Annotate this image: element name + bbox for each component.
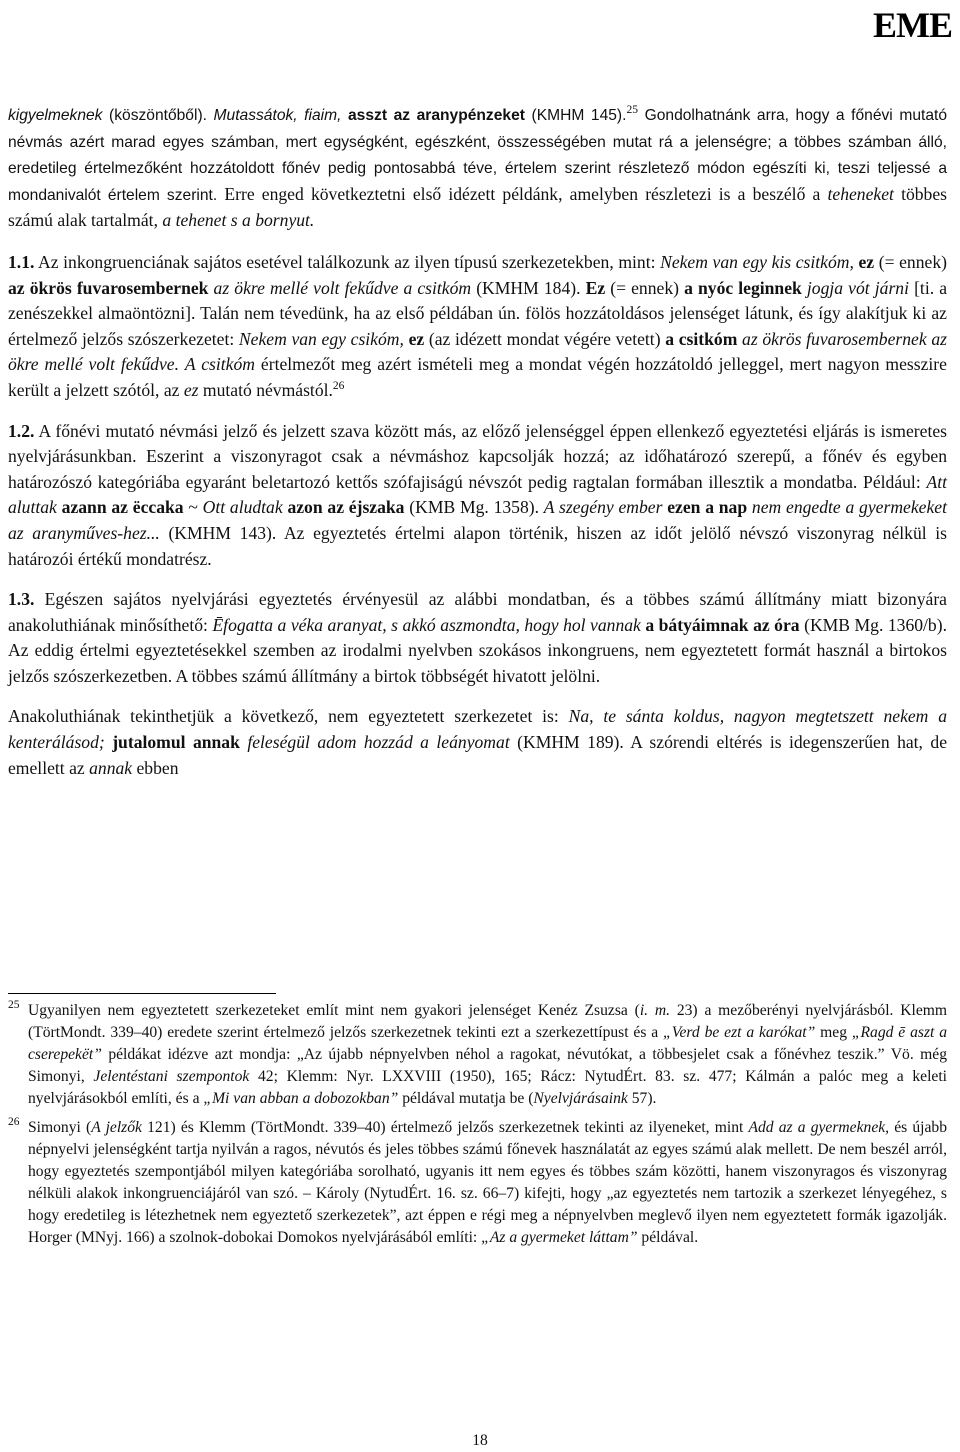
footnote-26 — [8, 1117, 947, 1249]
paragraph-1-1 — [8, 250, 947, 404]
paragraph-anacoluthon — [8, 704, 947, 781]
text-segment: annak — [89, 757, 133, 778]
text-segment: Na, te sánta koldus, nagyon megtetszett nekem a kenterálásod; — [8, 706, 947, 753]
text-segment: asszt az aranypénzeket — [341, 107, 525, 124]
text-segment: „Ragd ē aszt a cserepekët” — [28, 1024, 947, 1063]
text-segment: jutalomul annak — [104, 732, 240, 753]
footnote-divider — [8, 993, 276, 994]
section-number: 1.2. — [8, 420, 35, 441]
text-segment: Att aluttak — [8, 471, 947, 518]
text-segment: azon az éjszaka — [282, 497, 405, 518]
text-segment: „Mi van abban a dobozokban” — [203, 1090, 399, 1107]
footnote-number: 26 — [8, 1116, 20, 1128]
text-segment: Az inkongruenciának sajátos esetével találkozunk az ilyen típusú szerkezetekben, mint: — [34, 251, 661, 272]
text-segment: A főnévi mutató névmási jelző és jelzett szava között más, az előző jelenséggel éppen ellenkező egyeztetési eljárás is ismeretes nyelvjárásunkban. Eszerint a viszonyragot csak a névmáshoz kapcsolják hozzá; az időhatározó szerepű, a főnév és egyben határozószó kategóriába egyaránt beletartozó kettős szófajiságú névszót pedig ragtalan formában illesztik a mondatba. Például: — [8, 420, 947, 492]
text-segment: többes számú alak tartalmát, — [8, 183, 948, 231]
text-segment: (KMHM 184). — [471, 277, 586, 298]
text-segment: a tehenet s a bornyut. — [162, 210, 315, 231]
paragraph-1-2 — [8, 419, 947, 573]
text-segment: A csitkóm — [184, 354, 255, 375]
text-segment: (KMB Mg. 1358). — [404, 497, 544, 518]
text-segment: példával mutatja be ( — [398, 1090, 534, 1107]
text-segment: példával. — [637, 1229, 699, 1246]
text-segment: Mutassátok, fiaim, — [213, 107, 342, 124]
text-segment: kigyelmeknek — [8, 107, 103, 124]
text-segment: az ökrös fuvarosembernek — [8, 277, 209, 298]
text-segment: Gondolhatnánk arra, hogy a főnévi mutató névmás azért marad egyes számban, mert egységként, egészként, összességében mutat rá a jelenségre; a többes számban álló, eredetileg értelmezőként hozzátoldott főnév pedig pontosabbá téve, értelem szerint részletező módon egészíti ki, teszi teljessé a mondanivalót értelem szerint. — [8, 107, 948, 204]
main-text — [8, 102, 947, 796]
text-segment: 57). — [627, 1090, 657, 1107]
text-segment: Nekem van egy kis csitkóm, — [660, 251, 854, 272]
footnote-ref-26[interactable]: 26 — [332, 380, 345, 393]
text-segment: Simonyi ( — [28, 1119, 92, 1136]
text-segment: (= ennek) — [874, 251, 947, 272]
text-segment: i. m. — [639, 1002, 671, 1019]
text-segment: Anakoluthiának tekinthetjük a következő, nem egyeztetett szerkezetet is: — [8, 706, 569, 727]
text-segment: mutató névmástól. — [198, 379, 333, 400]
text-segment: (KMB Mg. 1360/b). Az eddig értelmi egyeztetésekkel szemben az irodalmi nyelvben szokásos inkongruens, nem egyeztetett formát használ a birtokos jelzős szószerkezetben. A többes számú állítmány a birtok többségét hivatott jelölni. — [8, 614, 947, 686]
text-segment: példákat idézve azt mondja: „Az újabb népnyelvben néhol a ragokat, névutókat, a többesjelet csak a főnévhez teszik.” Vö. még Simonyi, — [28, 1046, 947, 1085]
text-segment: (az idézett mondat végére vetett) — [424, 328, 666, 349]
text-segment: Ugyanilyen nem egyeztetett szerkezeteket említ mint nem gyakori jelenséget Kenéz Zsuzsa ( — [28, 1002, 640, 1019]
text-segment: Nekem van egy csikóm, — [238, 328, 404, 349]
text-segment: ez — [183, 379, 199, 400]
text-segment: a bátyáimnak az óra — [640, 614, 800, 635]
text-segment: Ēfogatta a véka aranyat, s akkó aszmondta, hogy hol vannak — [212, 614, 641, 635]
text-segment: a nyóc leginnek — [684, 277, 802, 298]
footnote-number: 25 — [8, 999, 20, 1011]
text-segment: Add az a gyermeknek, — [748, 1119, 890, 1136]
text-segment: az ökrös fuvarosembernek az ökre mellé volt fekűdve. — [8, 328, 947, 375]
text-segment: az ökre mellé volt fekűdve a csitkóm — [208, 277, 472, 298]
text-segment: értelmezőt meg azért ismételi meg a mondat végén hozzátoldó jelleggel, mert nagyon messzire került a jelzett szótól, az — [8, 354, 947, 400]
text-segment: teheneket — [827, 183, 894, 204]
text-segment: (KMHM 145). — [524, 107, 627, 124]
text-segment: meg — [815, 1024, 852, 1041]
text-segment: (köszöntőből). — [102, 107, 214, 124]
text-segment: (KMHM 189). A szórendi eltérés is idegenszerűen hat, de emellett az — [8, 732, 948, 778]
text-segment: Nyelvjárásaink — [533, 1090, 628, 1107]
text-segment: ez — [403, 328, 425, 349]
text-segment: (= ennek) — [605, 277, 685, 298]
text-segment: „Verd be ezt a karókat” — [663, 1024, 816, 1041]
text-segment: 23) a mezőberényi nyelvjárásból. Klemm (TörtMondt. 339–40) eredete szerint értelmező jelzős szerkezetnek tekinti ezt a szerkezettípust és a — [28, 1002, 948, 1041]
text-segment: és újabb népnyelvi jelenségként tartja nyilván a ragos, névutós és jeles többes számú főnevek használatát az egyes számú alak mellett. De nem beszél arról, hogy egyeztetés szempontjából milyen kategóriába sorolható, ugyanis itt nem egyes és többes szám közötti, hanem viszonyragos és viszonyrag nélküli alakok inkongruenciájáról van szó. – Károly (NytudÉrt. 16. sz. 66–7) kifejti, hogy „az egyeztetés nem tartozik a szerkezet lényegéhez, s hogy eredetileg is létezhetnek nem egyeztető szerkezetek”, azt éppen e régi meg a népnyelvben meglevő ilyen nem egyeztetett formák igazolják. Horger (MNyj. 166) a szolnok-dobokai Domokos nyelvjárásából említi: — [28, 1119, 948, 1246]
text-segment: azann az ëccaka — [56, 497, 184, 518]
paragraph-intro — [8, 102, 947, 234]
text-segment: 42; Klemm: Nyr. LXXVIII (1950), 165; Rácz: NytudÉrt. 83. sz. 477; Kálmán a palóc meg a keleti nyelvjárásokból említi, és a — [28, 1068, 947, 1107]
text-segment: ezen a nap — [662, 497, 748, 518]
text-segment: a csitkóm — [665, 328, 738, 349]
text-segment: A szegény ember — [543, 497, 663, 518]
text-segment: nem engedte a gyermekeket az aranyműves-hez... — [8, 497, 947, 543]
text-segment: „Az a gyermeket láttam” — [481, 1229, 638, 1246]
text-segment: Egészen sajátos nyelvjárási egyeztetés érvényesül az alábbi mondatban, és a többes számú állítmány miatt bizonyára anakoluthiának minősíthető: — [8, 589, 947, 635]
text-segment: ebben — [132, 757, 179, 778]
text-segment: Jelentéstani szempontok — [93, 1068, 250, 1085]
text-segment: ez — [853, 251, 875, 272]
publisher-logo: EME — [872, 5, 952, 45]
text-segment: jogja vót járni — [801, 277, 909, 298]
section-number: 1.1. — [8, 251, 35, 272]
section-number: 1.3. — [8, 589, 35, 610]
paragraph-1-3 — [8, 587, 947, 689]
text-segment: 121) és Klemm (TörtMondt. 339–40) értelmező jelzős szerkezetnek tekinti az ilyeneket, mint — [141, 1119, 749, 1136]
page-number: 18 — [472, 1432, 488, 1449]
footnote-ref-25[interactable]: 25 — [626, 104, 638, 117]
text-segment — [638, 104, 645, 124]
text-segment: feleségül adom hozzád a leányomat — [239, 732, 510, 753]
text-segment: [ti. a zenészekkel almaöntözni]. Talán nem tévedünk, ha az első példában ún. fölös hozzátoldásos jelenséget látunk, és így alakítjuk ki az értelmező jelzős szószerkezetet: — [8, 277, 948, 349]
text-segment: Ez — [585, 277, 606, 298]
text-segment: A jelzők — [91, 1119, 142, 1136]
text-segment: ~ — [183, 497, 203, 518]
text-segment: Ott aludtak — [202, 497, 283, 518]
text-segment: (KMHM 143). Az egyeztetés értelmi alapon történik, hiszen az időt jelölő névszó viszonyrag nélkül is határozói értékű mondatrész. — [8, 522, 947, 569]
footnote-25 — [8, 1000, 947, 1110]
footnotes — [8, 1000, 947, 1256]
text-segment: Erre enged következtetni első idézett példánk, amelyben részletezi is a beszélő a — [217, 183, 828, 204]
